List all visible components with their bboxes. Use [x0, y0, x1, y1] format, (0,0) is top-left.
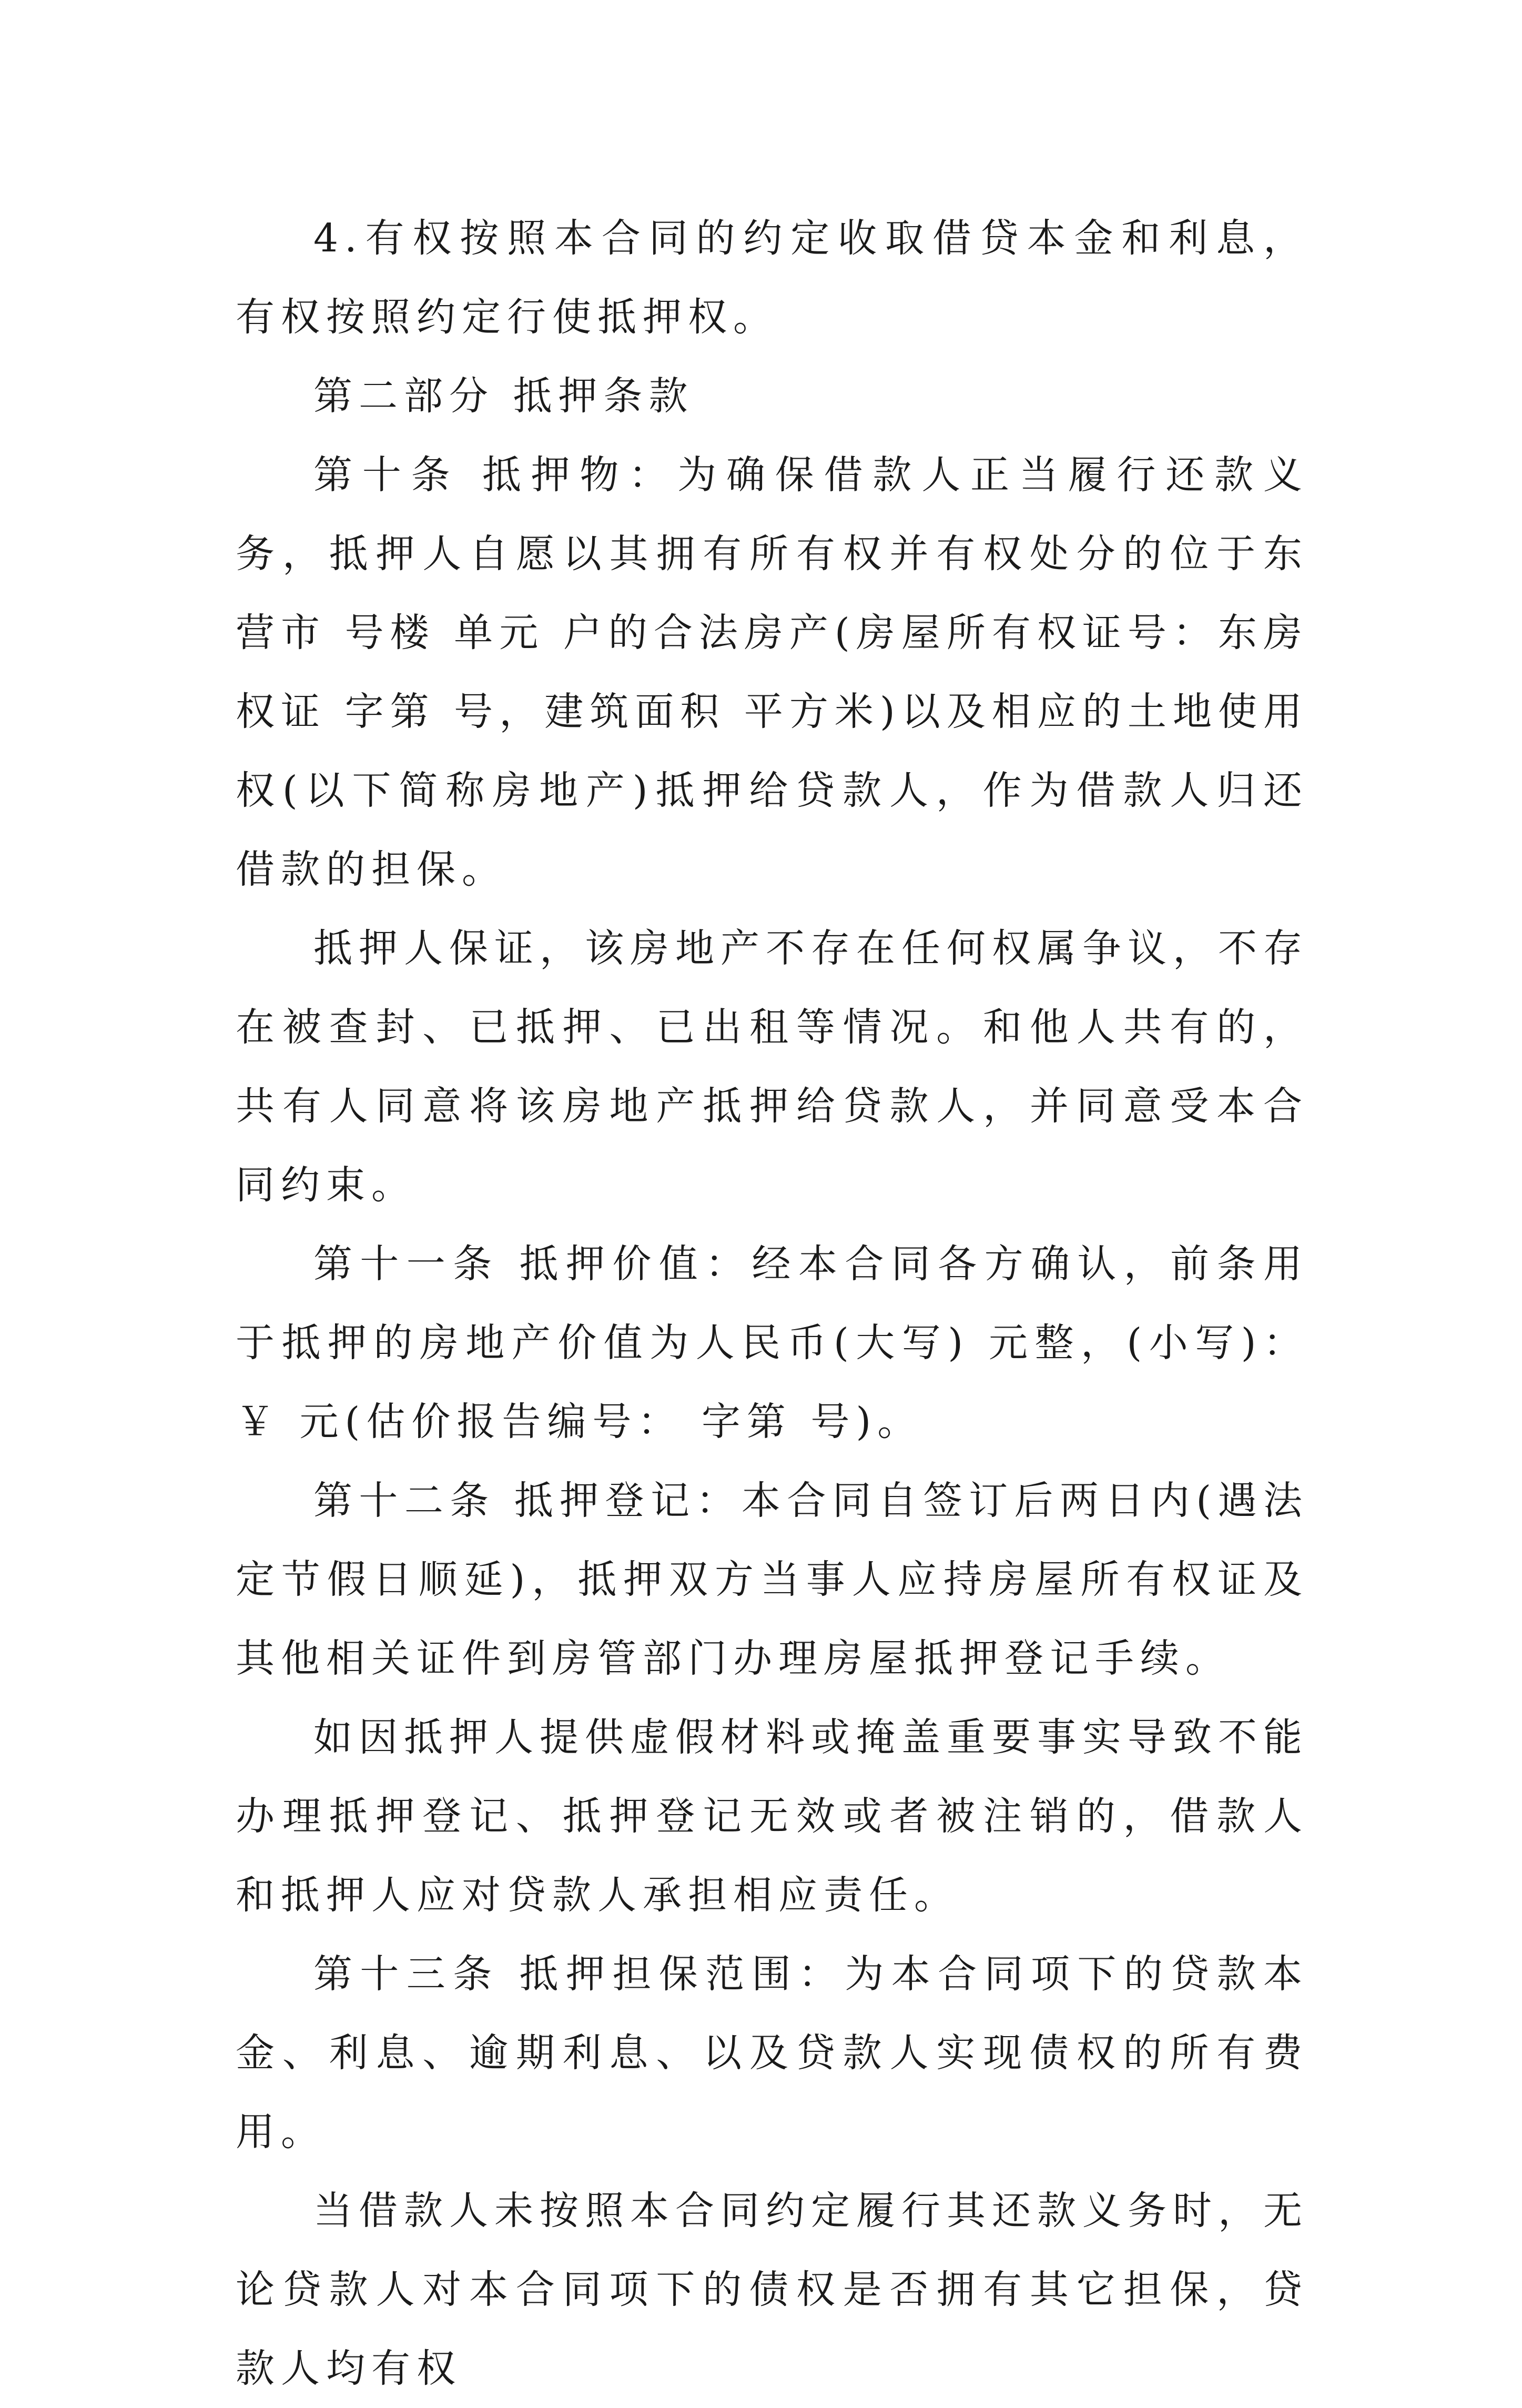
paragraph-clause-4-rights: 4.有权按照本合同的约定收取借贷本金和利息，有权按照约定行使抵押权。 [236, 216, 1308, 340]
paragraph-default-remedy: 当借款人未按照本合同约定履行其还款义务时，无论贷款人对本合同项下的债权是否拥有其它担保，贷款人均有权 [236, 2188, 1308, 2391]
paragraph-false-materials: 如因抵押人提供虚假材料或掩盖重要事实导致不能办理抵押登记、抵押登记无效或者被注销的，借款人和抵押人应对贷款人承担相应责任。 [236, 1715, 1308, 1918]
paragraph-article-11-value: 第十一条 抵押价值：经本合同各方确认，前条用于抵押的房地产价值为人民币(大写) 元整，(小写)：￥ 元(估价报告编号： 字第 号)。 [236, 1241, 1308, 1444]
document-body [236, 199, 1308, 2408]
section-heading-part-two: 第二部分 抵押条款 [313, 373, 694, 419]
paragraph-article-13-scope: 第十三条 抵押担保范围：为本合同项下的贷款本金、利息、逾期利息、以及贷款人实现债权的所有费用。 [236, 1951, 1308, 2154]
paragraph-mortgagor-guarantee: 抵押人保证，该房地产不存在任何权属争议，不存在被查封、已抵押、已出租等情况。和他人共有的，共有人同意将该房地产抵押给贷款人，并同意受本合同约束。 [236, 926, 1308, 1208]
paragraph-article-10-collateral: 第十条 抵押物：为确保借款人正当履行还款义务，抵押人自愿以其拥有所有权并有权处分的位于东营市 号楼 单元 户的合法房产(房屋所有权证号：东房权证 字第 号，建筑面积 平方米)以及相应的土地使用权(以下简称房地产)抵押给贷款人，作为借款人归还借款的担保。 [236, 452, 1308, 892]
paragraph-article-12-registration: 第十二条 抵押登记：本合同自签订后两日内(遇法定节假日顺延)，抵押双方当事人应持房屋所有权证及其他相关证件到房管部门办理房屋抵押登记手续。 [236, 1478, 1308, 1681]
